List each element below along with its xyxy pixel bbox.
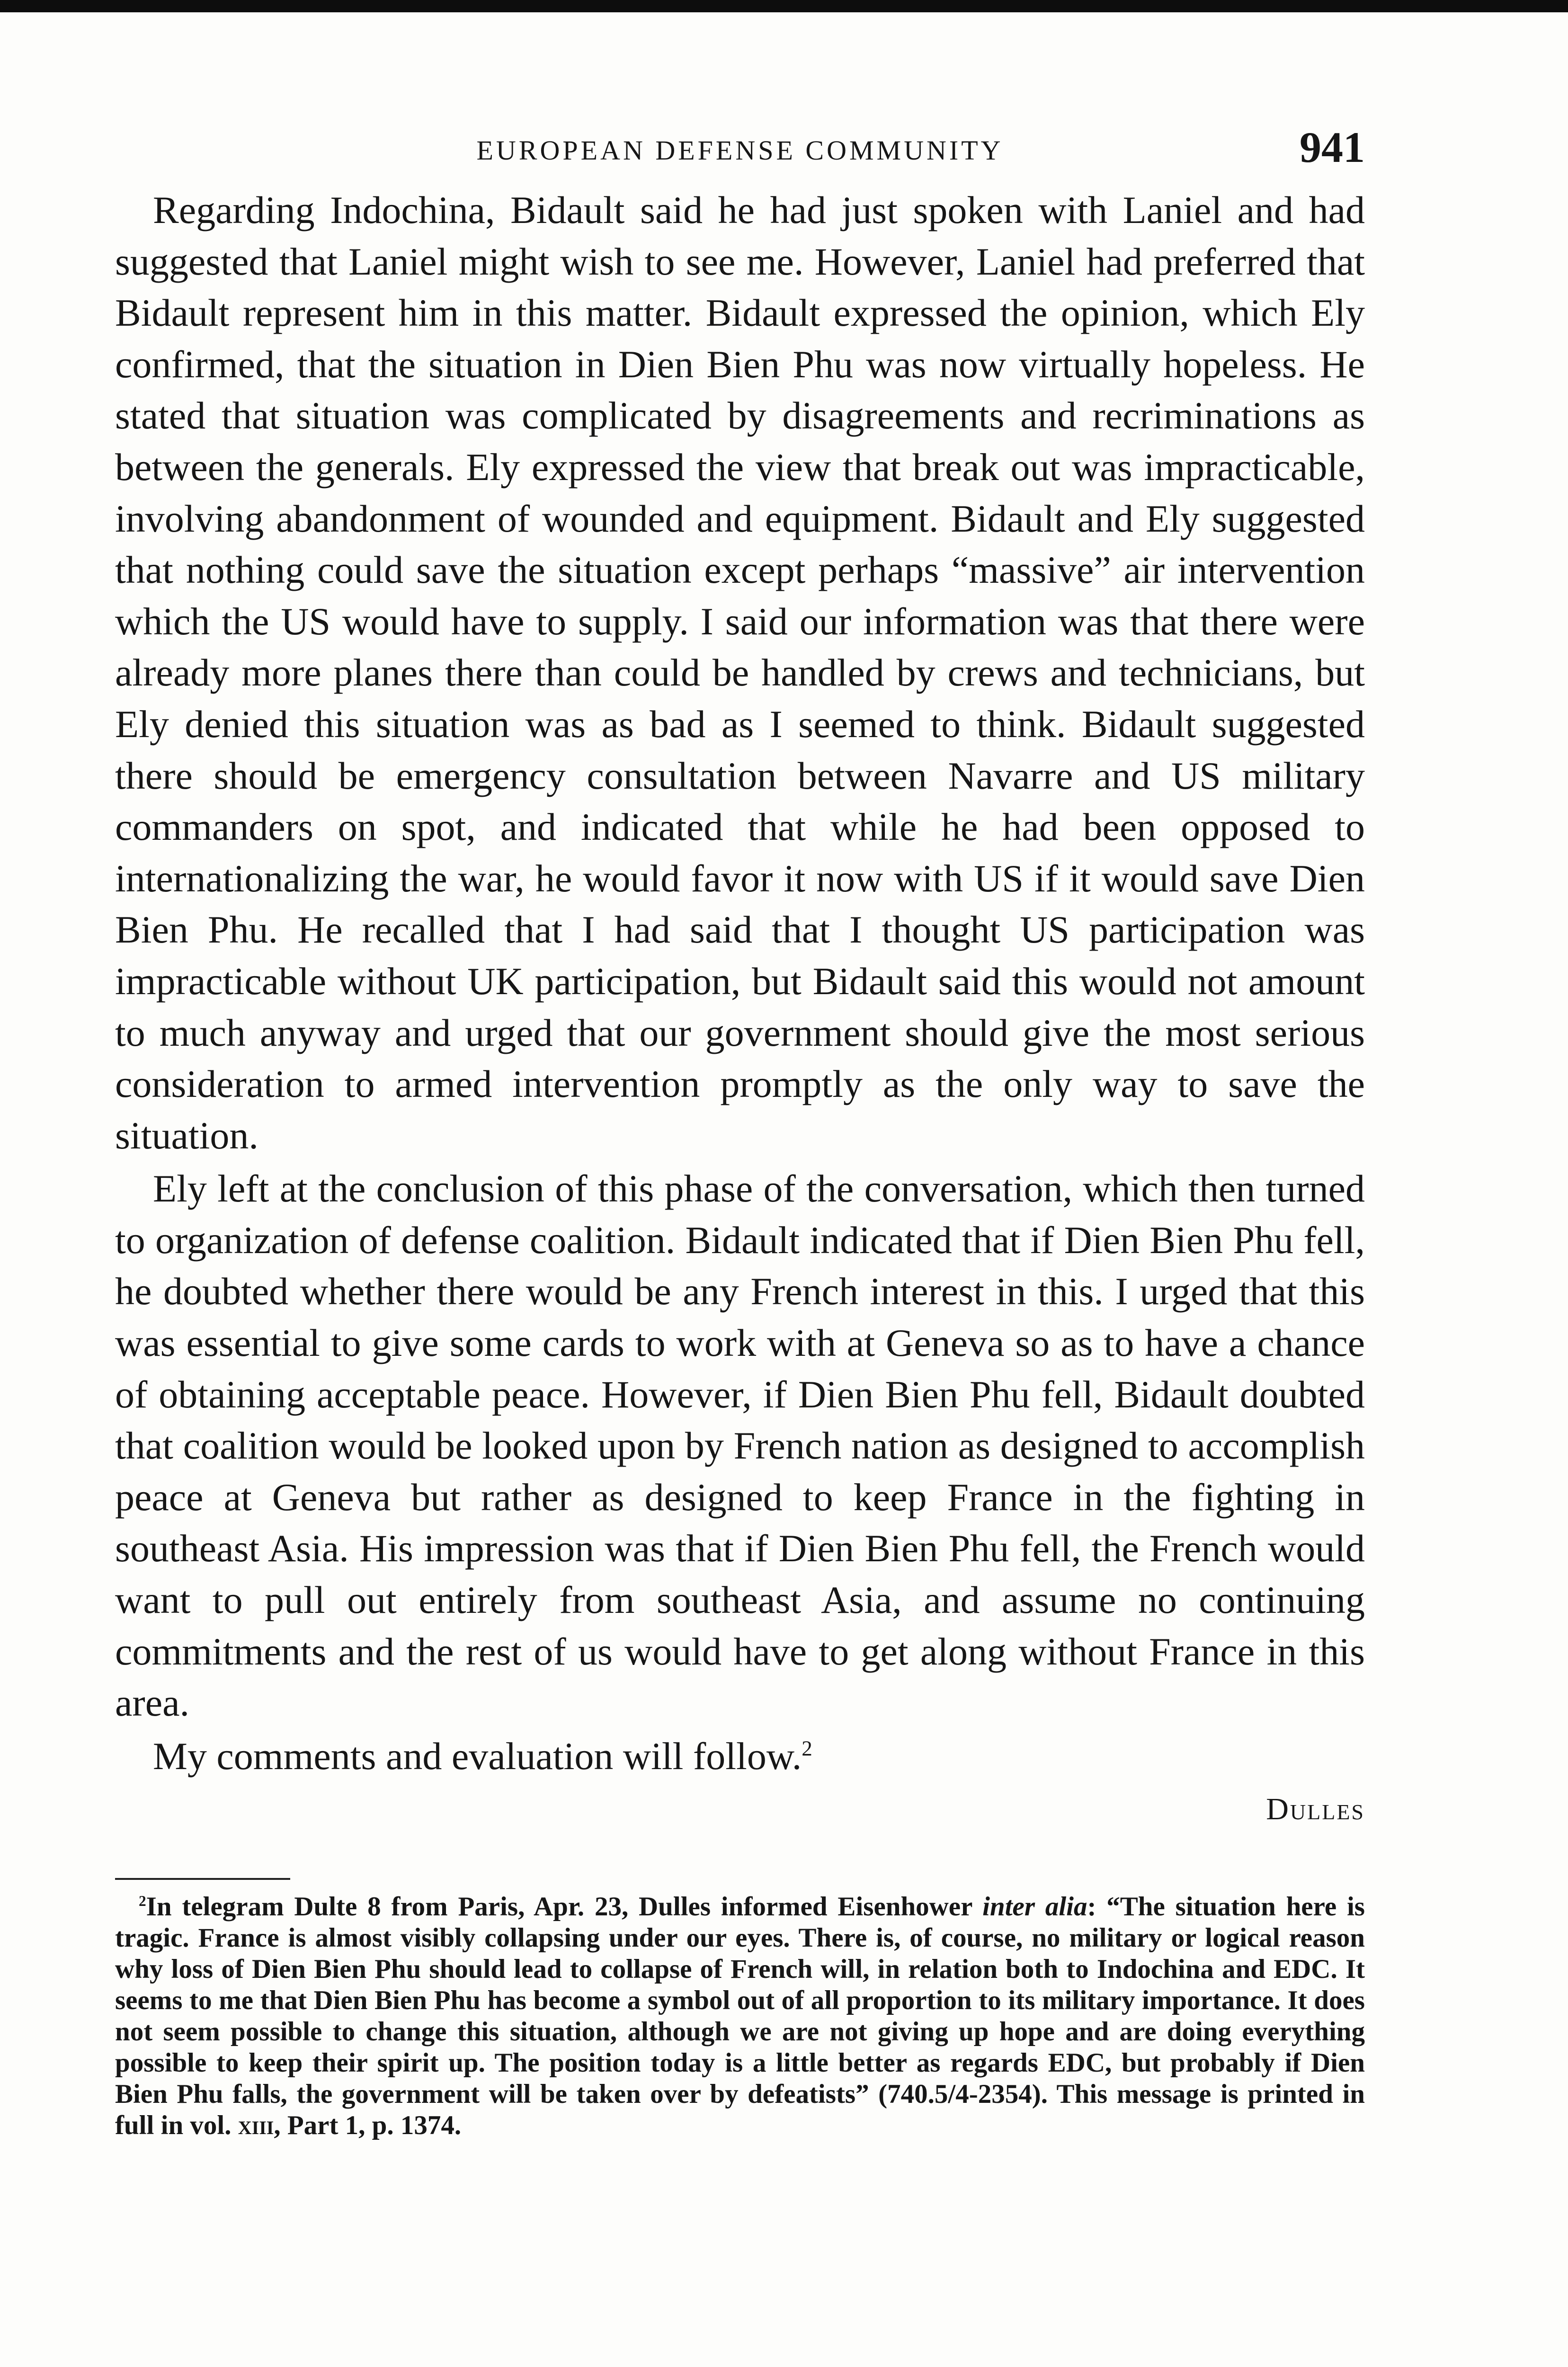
footnote-volume: xiii [238, 2110, 274, 2140]
document-page [115, 114, 1365, 2141]
top-edge-bar [0, 0, 1568, 12]
page-header [115, 114, 1365, 185]
running-head: EUROPEAN DEFENSE COMMUNITY [476, 135, 1004, 166]
footnote-text: In telegram Dulte 8 from Paris, Apr. 23, Dulles informed Eisenhower [146, 1892, 983, 1922]
footnote [115, 1891, 1365, 2141]
paragraph: Ely left at the conclusion of this phase of the conversation, which then turned to organization of defense coalition. Bidault indicated that if Dien Bien Phu fell, he doubted whether there would be any French interest in this. I urged that this was essential to give some cards to work with at Geneva so as to have a chance of obtaining acceptable peace. However, if Dien Bien Phu fell, Bidault doubted that coalition would be looked upon by French nation as designed to accomplish peace at Geneva but rather as designed to keep France in the fighting in southeast Asia. His impression was that if Dien Bien Phu fell, the French would want to pull out entirely from southeast Asia, and assume no continuing commitments and the rest of us would have to get along without France in this area. [115, 1167, 1365, 1725]
body-text [115, 185, 1365, 1835]
closing-paragraph [115, 1731, 1365, 1782]
page-number: 941 [1300, 123, 1365, 171]
footnote-marker: 2 [139, 1893, 146, 1909]
paragraph: Regarding Indochina, Bidault said he had just spoken with Laniel and had suggested that Laniel might wish to see me. However, Laniel had preferred that Bidault represent him in this matter. Bidault expressed the opinion, which Ely confirmed, that the situation in Dien Bien Phu was now virtually hopeless. He stated that situation was complicated by disagreements and recriminations as between the generals. Ely expressed the view that break out was impracticable, involving abandonment of wounded and equipment. Bidault and Ely suggested that nothing could save the situation except perhaps “massive” air intervention which the US would have to supply. I said our information was that there were already more planes there than could be handled by crews and technicians, but Ely denied this situation was as bad as I seemed to think. Bidault suggested there should be emergency consultation between Navarre and US military commanders on spot, and indicated that while he had been opposed to internationalizing the war, he would favor it now with US if it would save Dien Bien Phu. He recalled that I had said that I thought US participation was impracticable without UK participation, but Bidault said this would not amount to much anyway and urged that our government should give the most serious consideration to armed intervention promptly as the only way to save the situation. [115, 188, 1365, 1157]
footnote-text: : “The situation here is tragic. France is almost visibly collapsing under our eyes. There is, of course, no military or logical reason why loss of Dien Bien Phu should lead to collapse of French will, in relation both to Indochina and EDC. It seems to me that Dien Bien Phu has become a symbol out of all proportion to its military importance. It does not seem possible to change this situation, although we are not giving up hope and are doing everything possible to keep their spirit up. The position today is a little better as regards EDC, but probably if Dien Bien Phu falls, the government will be taken over by defeatists” (740.5/4-2354). This message is printed in full in vol. [115, 1892, 1365, 2140]
footnote-divider [115, 1878, 290, 1880]
signature: Dulles [1266, 1792, 1365, 1827]
footnote-reference: 2 [802, 1736, 812, 1761]
footnote-italic: inter alia [982, 1892, 1087, 1922]
footnote-text: , Part 1, p. 1374. [274, 2110, 462, 2140]
closing-text: My comments and evaluation will follow. [153, 1734, 802, 1778]
